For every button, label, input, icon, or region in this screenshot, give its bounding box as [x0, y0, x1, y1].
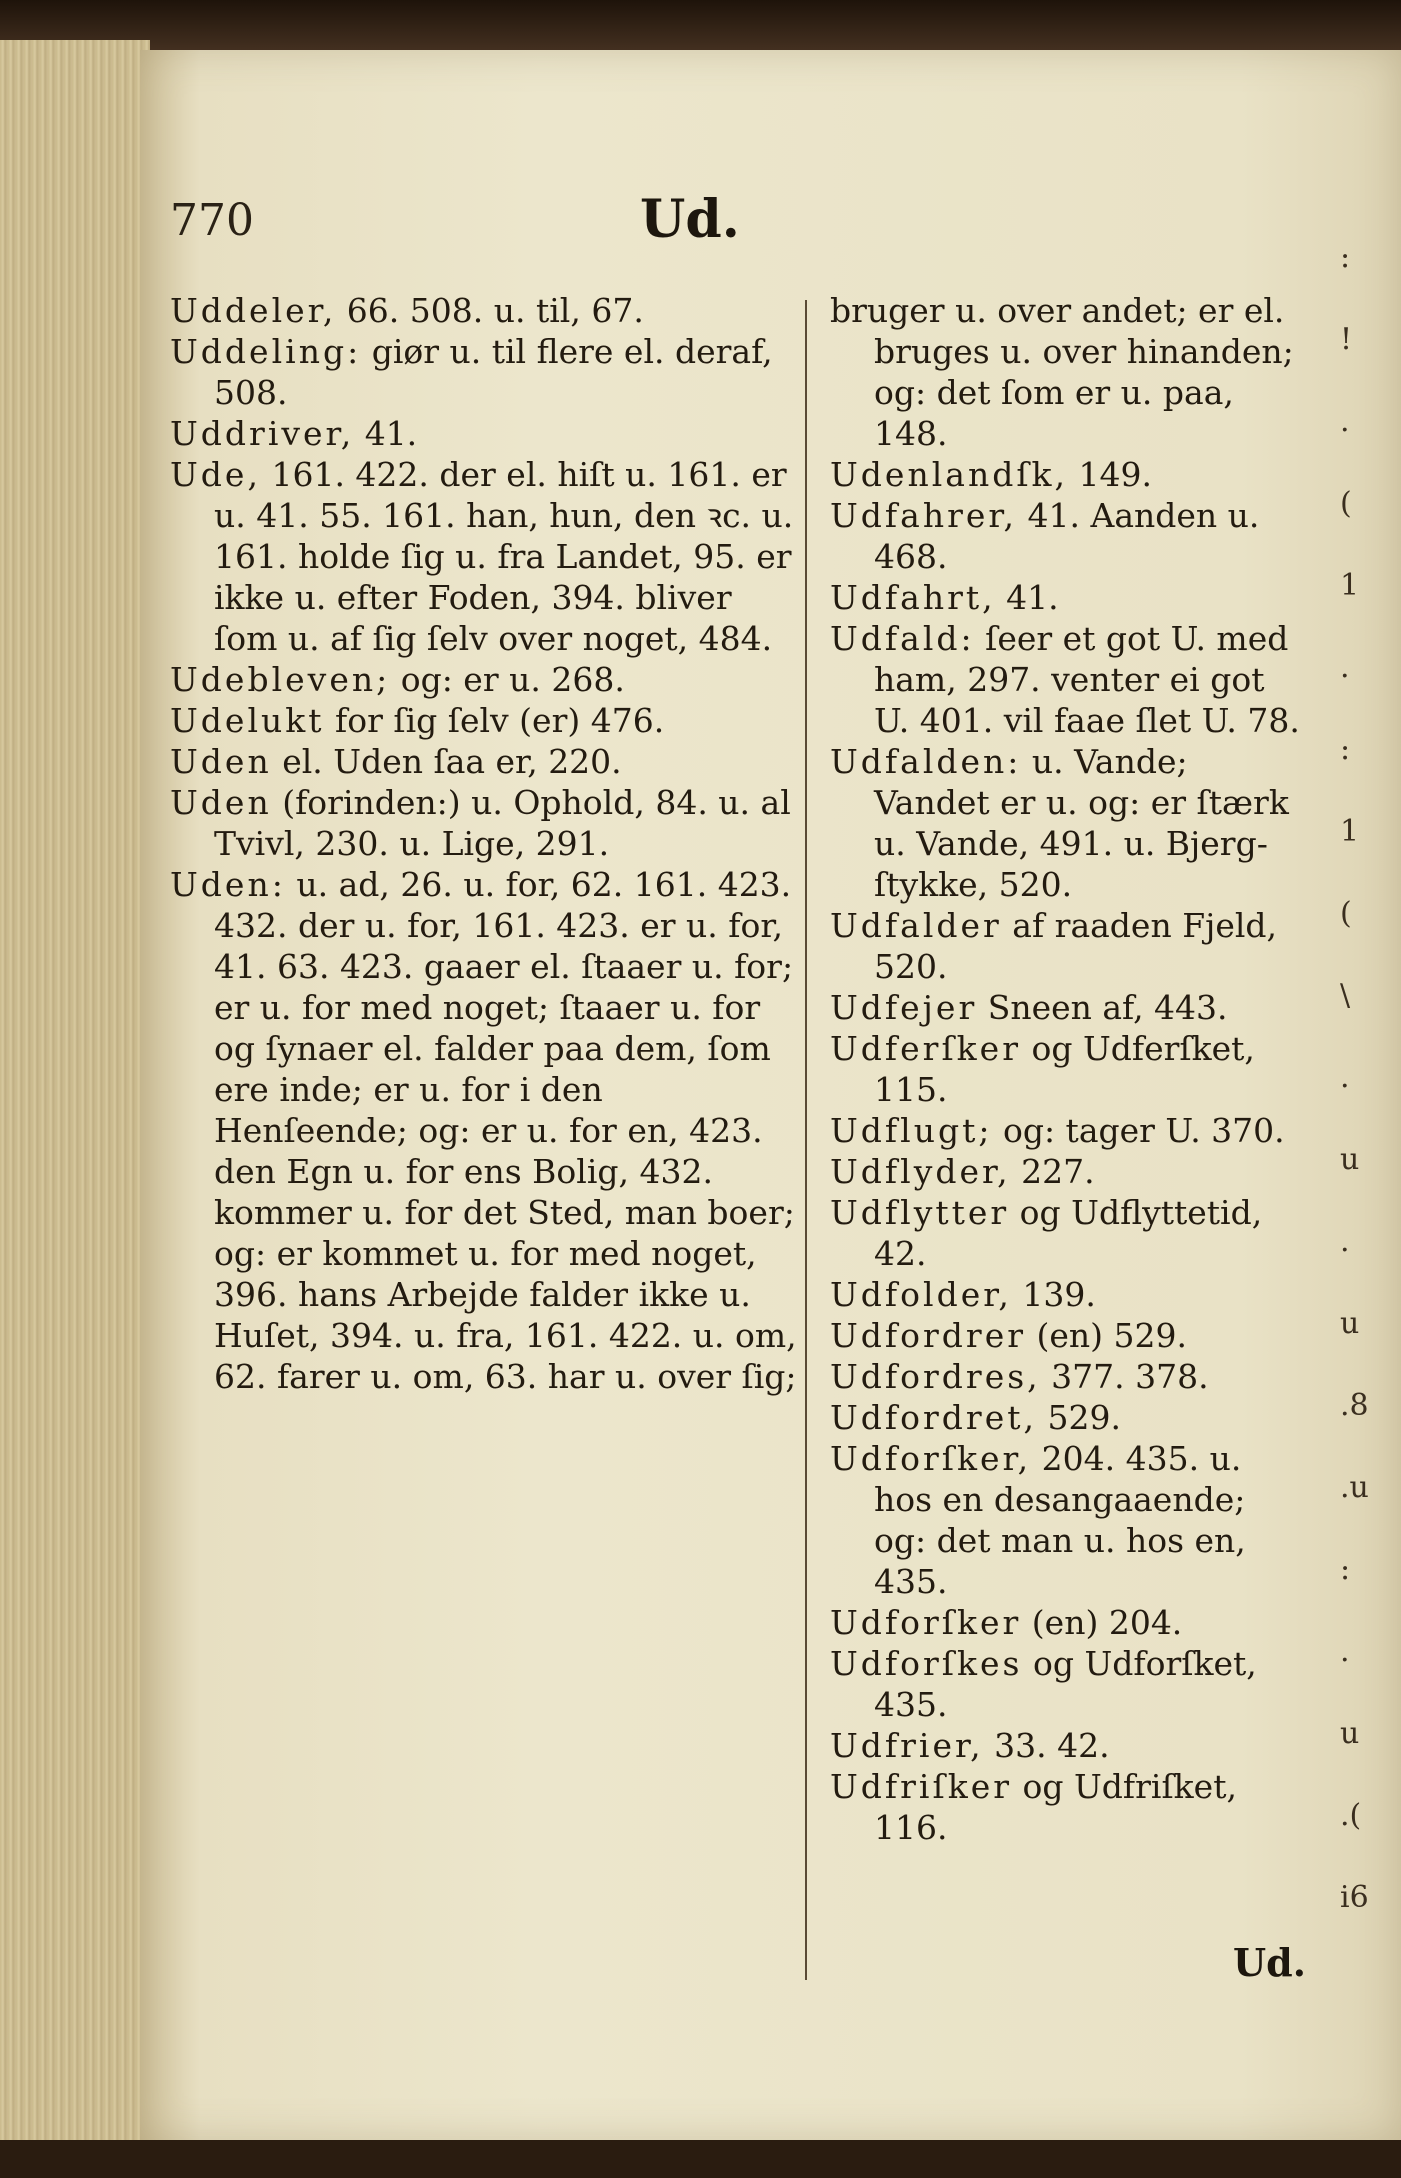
index-entry: [830, 454, 1305, 495]
entry-text: u. ad, 26. u. for, 62. 161. 423. 432. der u. for, 161. 423. er u. for, 41. 63. 423. gaaer el. ſtaaer u. for; er u. for med noget; ſtaaer u. for og ſynaer el. falder paa dem, ſom ere inde; er u. for i den Henſeende; og: er u. for en, 423. den Egn u. for ens Bolig, 432. kommer u. for det Sted, man boer; og: er kommet u. for med noget, 396. hans Arbejde falder ikke u. Huſet, 394. u. fra, 161. 422. u. om, 62. farer u. om, 63. har u. over ſig;: [214, 865, 797, 1396]
entry-headword: Udflyder,: [830, 1152, 1011, 1191]
entry-text: bruger u. over andet; er el. bruges u. over hinanden; og: det ſom er u. paa, 148.: [830, 291, 1294, 453]
index-entry: [830, 1438, 1305, 1602]
page-number: 770: [170, 195, 254, 246]
entry-text: el. Uden ſaa er, 220.: [271, 742, 622, 781]
book-bottom-edge: [0, 2140, 1401, 2178]
entry-headword: Udfahrt,: [830, 578, 996, 617]
entry-headword: Uddeling:: [170, 332, 362, 371]
index-entry: [170, 331, 800, 413]
index-entry: [830, 1028, 1305, 1110]
bleed-mark: .u: [1340, 1470, 1369, 1505]
index-entry: [830, 987, 1305, 1028]
entry-text: og Udforſket, 435.: [874, 1644, 1257, 1724]
right-column: [830, 290, 1305, 1848]
catchword: Ud.: [1233, 1940, 1306, 1985]
index-entry: [170, 454, 800, 659]
entry-headword: Udfordret,: [830, 1398, 1037, 1437]
entry-text: u. Vande; Vandet er u. og: er ſtærk u. Vande, 491. u. Bjergſtykke, 520.: [874, 742, 1289, 904]
bleed-mark: !: [1340, 322, 1353, 357]
entry-text: Sneen af, 443.: [977, 988, 1228, 1027]
index-entry: [830, 495, 1305, 577]
bleed-mark: (: [1340, 486, 1352, 521]
entry-headword: Udfald:: [830, 619, 975, 658]
column-divider: [805, 300, 807, 1980]
entry-text: 377. 378.: [1040, 1357, 1209, 1396]
entry-text: 149.: [1068, 455, 1152, 494]
entry-headword: Ude,: [170, 455, 261, 494]
entry-headword: Uden: [170, 783, 272, 822]
index-entry: [830, 1356, 1305, 1397]
index-entry: [830, 1274, 1305, 1315]
index-entry: [830, 741, 1305, 905]
entry-headword: Udfordres,: [830, 1357, 1041, 1396]
index-entry: [830, 1602, 1305, 1643]
entry-text: 41.: [995, 578, 1059, 617]
entry-headword: Udflugt;: [830, 1111, 993, 1150]
entry-text: og Udferſket, 115.: [874, 1029, 1255, 1109]
entry-text: 41. Aanden u. 468.: [874, 496, 1260, 576]
entry-text: (en) 204.: [1021, 1603, 1183, 1642]
bleed-mark: \: [1340, 978, 1351, 1013]
bleed-mark: (: [1340, 896, 1352, 931]
index-entry: [830, 1151, 1305, 1192]
running-head: Ud.: [640, 189, 740, 250]
index-entry: [830, 1397, 1305, 1438]
entry-headword: Uddeler,: [170, 291, 337, 330]
entry-text: 161. 422. der el. hiſt u. 161. er u. 41. 55. 161. han, hun, den ꝛc. u. 161. holde ſig u. fra Landet, 95. er ikke u. efter Foden, 394. bliver ſom u. af ſig ſelv over noget, 484.: [214, 455, 794, 658]
entry-headword: Udfriſker: [830, 1767, 1012, 1806]
bleed-mark: i6: [1340, 1880, 1369, 1915]
index-entry: [830, 1643, 1305, 1725]
index-entry: [830, 1725, 1305, 1766]
entry-headword: Udfejer: [830, 988, 978, 1027]
entry-text: ſeer et got U. med ham, 297. venter ei got U. 401. vil faae ſlet U. 78.: [874, 619, 1300, 740]
bleed-mark: :: [1340, 1552, 1351, 1587]
entry-text: 33. 42.: [983, 1726, 1110, 1765]
entry-headword: Udenlandſk,: [830, 455, 1069, 494]
index-entry: [170, 413, 800, 454]
index-entry: [830, 1766, 1305, 1848]
entry-text: (en) 529.: [1026, 1316, 1187, 1355]
page-header: [0, 189, 1401, 265]
bleed-mark: 1: [1340, 568, 1360, 603]
entry-headword: Udfrier,: [830, 1726, 984, 1765]
left-column: [170, 290, 800, 1397]
entry-text: 139.: [1011, 1275, 1096, 1314]
bleed-mark: .: [1340, 1060, 1350, 1095]
index-entry: [830, 905, 1305, 987]
entry-headword: Udfolder,: [830, 1275, 1012, 1314]
entry-headword: Uden:: [170, 865, 286, 904]
entry-headword: Udfalder: [830, 906, 1002, 945]
facing-page-bleed: [1340, 240, 1390, 1990]
bleed-mark: 1: [1340, 814, 1360, 849]
index-entry: [170, 700, 800, 741]
entry-headword: Udforſker,: [830, 1439, 1032, 1478]
entry-headword: Udforſker: [830, 1603, 1022, 1642]
entry-text: og: er u. 268.: [390, 660, 625, 699]
index-entry: [170, 741, 800, 782]
index-entry: [170, 290, 800, 331]
bleed-mark: u: [1340, 1306, 1360, 1341]
bleed-mark: .: [1340, 650, 1350, 685]
index-entry: [830, 577, 1305, 618]
bleed-mark: .(: [1340, 1798, 1362, 1833]
bleed-mark: :: [1340, 240, 1351, 275]
bleed-mark: .: [1340, 404, 1350, 439]
index-entry: [830, 1315, 1305, 1356]
bleed-mark: .: [1340, 1224, 1350, 1259]
entry-headword: Udebleven;: [170, 660, 391, 699]
entry-text: og Udflyttetid, 42.: [874, 1193, 1263, 1273]
index-entry: [830, 1192, 1305, 1274]
index-entry: [170, 864, 800, 1397]
entry-headword: Udelukt: [170, 701, 325, 740]
entry-text: 41.: [354, 414, 418, 453]
bleed-mark: .8: [1340, 1388, 1369, 1423]
entry-headword: Udfalden:: [830, 742, 1022, 781]
entry-headword: Uden: [170, 742, 272, 781]
entry-headword: Udfahrer,: [830, 496, 1018, 535]
entry-text: og Udfriſket, 116.: [874, 1767, 1237, 1847]
entry-text: af raaden Fjeld, 520.: [874, 906, 1278, 986]
entry-text: (forinden:) u. Ophold, 84. u. al Tvivl, 230. u. Lige, 291.: [214, 783, 791, 863]
index-entry: [830, 290, 1305, 454]
entry-text: og: tager U. 370.: [992, 1111, 1285, 1150]
entry-text: for ſig ſelv (er) 476.: [324, 701, 665, 740]
page-stack-edge: [0, 40, 150, 2178]
index-entry: [830, 618, 1305, 741]
bleed-mark: .: [1340, 1634, 1350, 1669]
entry-text: 227.: [1010, 1152, 1095, 1191]
entry-text: 529.: [1036, 1398, 1121, 1437]
entry-headword: Udforſkes: [830, 1644, 1023, 1683]
bleed-mark: u: [1340, 1142, 1360, 1177]
entry-headword: Udferſker: [830, 1029, 1021, 1068]
entry-text: 204. 435. u. hos en desangaaende; og: det man u. hos en, 435.: [874, 1439, 1246, 1601]
entry-text: 66. 508. u. til, 67.: [336, 291, 644, 330]
entry-headword: Udflytter: [830, 1193, 1010, 1232]
entry-text: giør u. til flere el. deraf, 508.: [214, 332, 773, 412]
entry-headword: Uddriver,: [170, 414, 355, 453]
index-entry: [830, 1110, 1305, 1151]
entry-headword: Udfordrer: [830, 1316, 1026, 1355]
bleed-mark: :: [1340, 732, 1351, 767]
index-entry: [170, 659, 800, 700]
bleed-mark: u: [1340, 1716, 1360, 1751]
index-entry: [170, 782, 800, 864]
